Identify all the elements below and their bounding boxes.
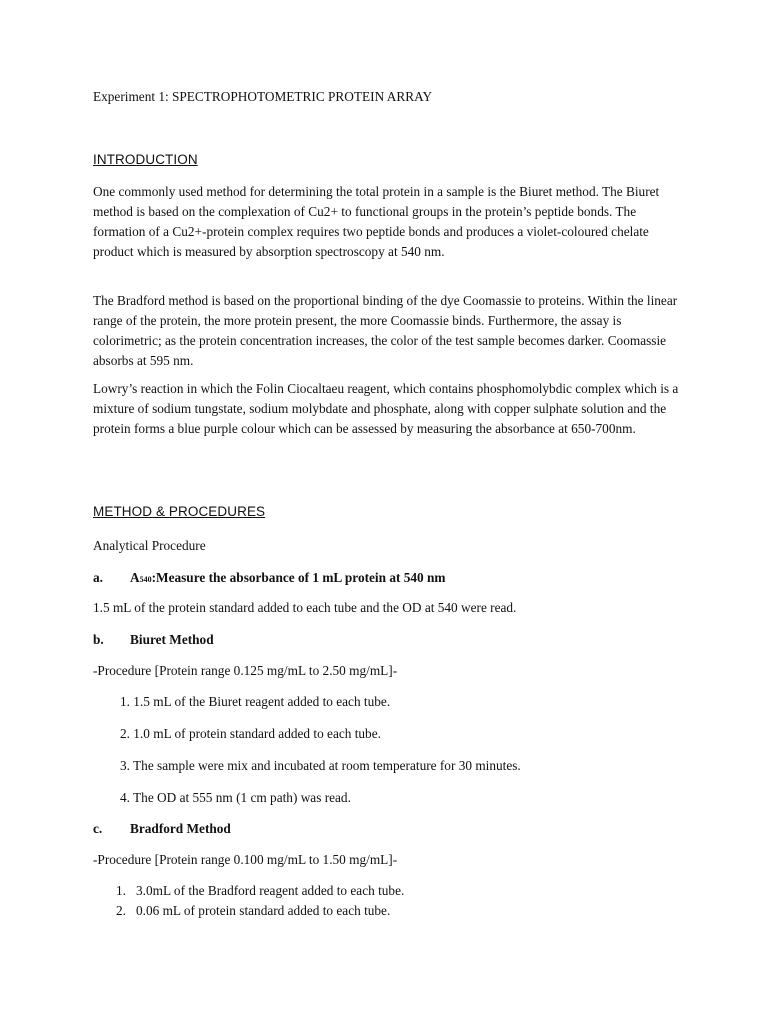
intro-paragraph-biuret: One commonly used method for determining the total protein in a sample is the Biuret method. The Biuret method is based on the complexation of Cu2+ to functional groups in the protein’s peptide bonds. The formation of a Cu2+-protein complex requires two peptide bonds and produces a violet-coloured chelate product which is measured by absorption spectroscopy at 540 nm.: [93, 184, 660, 259]
section-b-label: [93, 630, 683, 650]
section-b-title: Biuret Method: [130, 632, 214, 647]
document-title: Experiment 1: SPECTROPHOTOMETRIC PROTEIN ARRAY: [93, 89, 433, 104]
methods-heading: METHOD & PROCEDURES: [93, 504, 266, 519]
bradford-step-2-text: 0.06 mL of protein standard added to each tube.: [136, 903, 391, 918]
section-a-prefix: A: [130, 570, 140, 585]
section-c-procedure: -Procedure [Protein range 0.100 mg/mL to 1.50 mg/mL]-: [93, 852, 398, 867]
intro-paragraph-lowry: Lowry’s reaction in which the Folin Ciocaltaeu reagent, which contains phosphomolybdic complex which is a mixture of sodium tungstate, sodium molybdate and phosphate, along with copper sulphate solution and the protein forms a blue purple colour which can be assessed by measuring the absorbance at 650-700nm.: [93, 381, 679, 436]
section-c-title: Bradford Method: [130, 821, 231, 836]
section-b-letter: b.: [93, 632, 104, 647]
analytical-procedure-subheading: Analytical Procedure: [93, 538, 206, 553]
intro-paragraph-bradford: The Bradford method is based on the proportional binding of the dye Coomassie to proteins. Within the linear range of the protein, the more protein present, the more Coomassie binds. Furthermore, the assay is colorimetric; as the protein concentration increases, the color of the test sample becomes darker. Coomassie absorbs at 595 nm.: [93, 293, 678, 368]
bradford-step-2: [116, 901, 676, 921]
bradford-step-1-number: 1.: [116, 883, 126, 898]
section-a-subscript: 540: [139, 575, 152, 584]
section-a-text: 1.5 mL of the protein standard added to each tube and the OD at 540 were read.: [93, 600, 517, 615]
biuret-step-1: 1. 1.5 mL of the Biuret reagent added to each tube.: [120, 694, 391, 709]
section-c-letter: c.: [93, 821, 103, 836]
section-a-letter: a.: [93, 570, 103, 585]
section-b-procedure: -Procedure [Protein range 0.125 mg/mL to 2.50 mg/mL]-: [93, 663, 398, 678]
bradford-step-1-text: 3.0mL of the Bradford reagent added to each tube.: [136, 883, 405, 898]
bradford-step-1: [116, 881, 676, 901]
biuret-step-3: 3. The sample were mix and incubated at room temperature for 30 minutes.: [120, 758, 521, 773]
introduction-heading: INTRODUCTION: [93, 152, 198, 167]
section-a-title: :Measure the absorbance of 1 mL protein at 540 nm: [151, 570, 446, 585]
biuret-step-2: 2. 1.0 mL of protein standard added to each tube.: [120, 726, 381, 741]
biuret-step-4: 4. The OD at 555 nm (1 cm path) was read.: [120, 790, 351, 805]
section-c-label: [93, 819, 683, 839]
bradford-step-2-number: 2.: [116, 903, 126, 918]
section-a-label: [93, 568, 683, 590]
